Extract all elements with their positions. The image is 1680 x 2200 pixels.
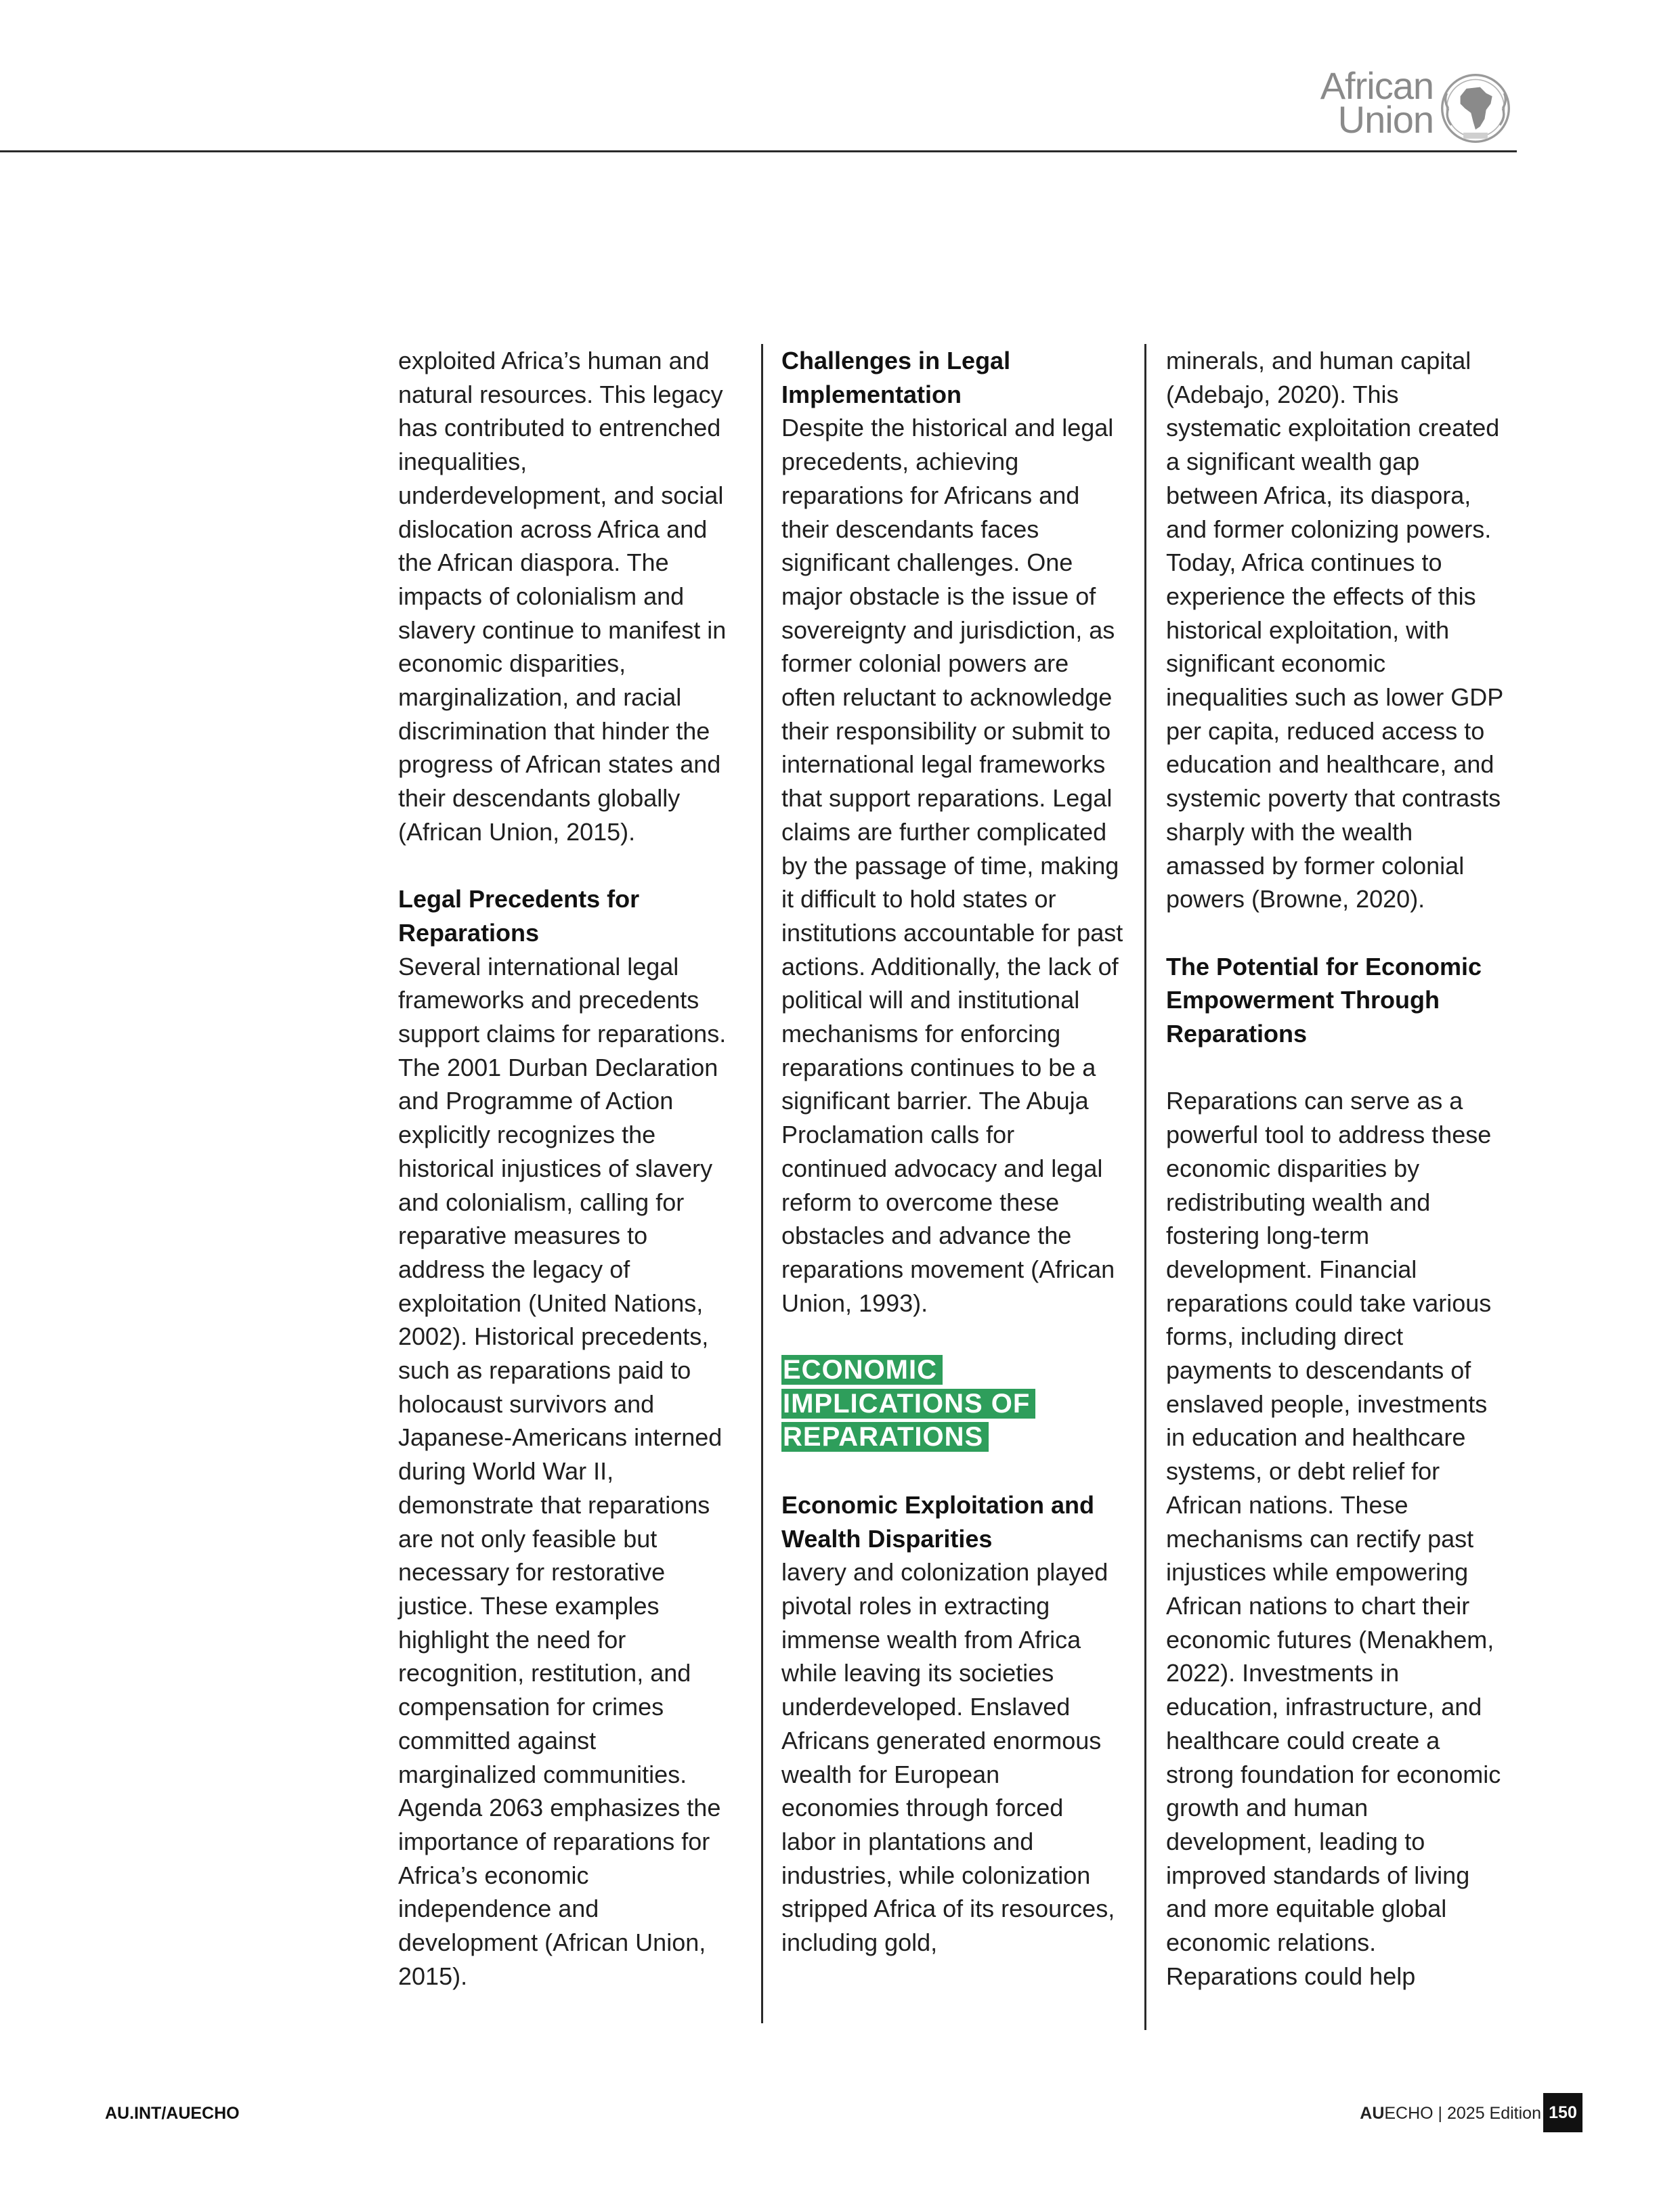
page-number: 150: [1543, 2093, 1582, 2132]
africa-emblem-icon: [1438, 70, 1513, 146]
column-divider-2: [1144, 344, 1146, 2030]
footer-brand-bold: AU: [1360, 2104, 1385, 2123]
heading-legal-precedents: Legal Precedents for Reparations: [398, 885, 640, 947]
logo-text: [1320, 64, 1434, 141]
footer-edition: [1360, 2104, 1541, 2123]
heading-legal-implementation: Challenges in Legal Implementation: [781, 347, 1011, 408]
logo-line2: Union: [1337, 98, 1434, 141]
col1-paragraph-1: exploited Africa’s human and natural resources. This legacy has contributed to entrenched inequalities, underdevelopment, and social dislocation across Africa and the African diaspora. The impacts of colonialism and slavery continue to manifest in economic disparities, marginalization, and racial discrimination that hinder the progress of African states and their descendants globally (African Union, 2015).: [398, 347, 727, 846]
heading-economic-empowerment: The Potential for Economic Empowerment Through Reparations: [1166, 952, 1482, 1048]
heading-economic-exploitation: Economic Exploitation and Wealth Disparities: [781, 1490, 1095, 1553]
column-1: [398, 344, 740, 1993]
column-divider-1: [761, 344, 763, 2023]
col3-paragraph-1: minerals, and human capital (Adebajo, 2020). This systematic exploitation created a significant wealth gap between Africa, its diaspora, and former colonizing powers. Today, Africa continues to experience the effects of this historical exploitation, with significant economic inequalities such as lower GDP per capita, reduced access to education and healthcare, and systemic poverty that contrasts sharply with the wealth amassed by former colonial powers (Browne, 2020).: [1166, 347, 1503, 913]
section-title-text: ECONOMIC IMPLICATIONS OF REPARATIONS: [781, 1355, 1035, 1452]
col2-paragraph-1: Despite the historical and legal precedents, achieving reparations for Africans and their descendants faces significant challenges. One major obstacle is the issue of sovereignty and jurisdiction, as former colonial powers are often reluctant to acknowledge their responsibility or submit to international legal frameworks that support reparations. Legal claims are further complicated by the passage of time, making it difficult to hold states or institutions accountable for past actions. Additionally, the lack of political will and institutional mechanisms for enforcing reparations continues to be a significant barrier. The Abuja Proclamation calls for continued advocacy and legal reform to overcome these obstacles and advance the reparations movement (African Union, 1993).: [781, 414, 1123, 1317]
col3-paragraph-2: Reparations can serve as a powerful tool to address these economic disparities by redistributing wealth and fostering long-term development. Financial reparations could take various forms, including direct payments to descendants of enslaved people, investments in education and healthcare systems, or debt relief for African nations. These mechanisms can rectify past injustices while empowering African nations to chart their economic futures (Menakhem, 2022). Investments in education, infrastructure, and healthcare could create a strong foundation for economic growth and human development, leading to improved standards of living and more equitable global economic relations. Reparations could help: [1166, 1087, 1501, 1990]
section-title-economic-implications: [781, 1354, 1123, 1454]
footer-website-link[interactable]: AU.INT/AUECHO: [105, 2104, 240, 2123]
footer-brand-rest: ECHO | 2025 Edition: [1384, 2104, 1541, 2123]
col1-paragraph-2: Several international legal frameworks and precedents support claims for reparations. The 2001 Durban Declaration and Programme of Action explicitly recognizes the historical injustices of slavery and colonialism, calling for reparative measures to address the legacy of exploitation (United Nations, 2002). Historical precedents, such as reparations paid to holocaust survivors and Japanese-Americans interned during World War II, demonstrate that reparations are not only feasible but necessary for restorative justice. These examples highlight the need for recognition, restitution, and compensation for crimes committed against marginalized communities. Agenda 2063 emphasizes the importance of reparations for Africa’s economic independence and development (African Union, 2015).: [398, 952, 727, 1990]
column-3: [1166, 344, 1508, 1993]
logo-line1: African: [1320, 64, 1434, 107]
col2-paragraph-2: lavery and colonization played pivotal roles in extracting immense wealth from Africa while leaving its societies underdeveloped. Enslaved Africans generated enormous wealth for European economies through forced labor in plantations and industries, while colonization stripped Africa of its resources, including gold,: [781, 1558, 1115, 1957]
african-union-logo: [1310, 64, 1513, 148]
column-2: [781, 344, 1123, 1960]
header-rule: [0, 150, 1517, 152]
